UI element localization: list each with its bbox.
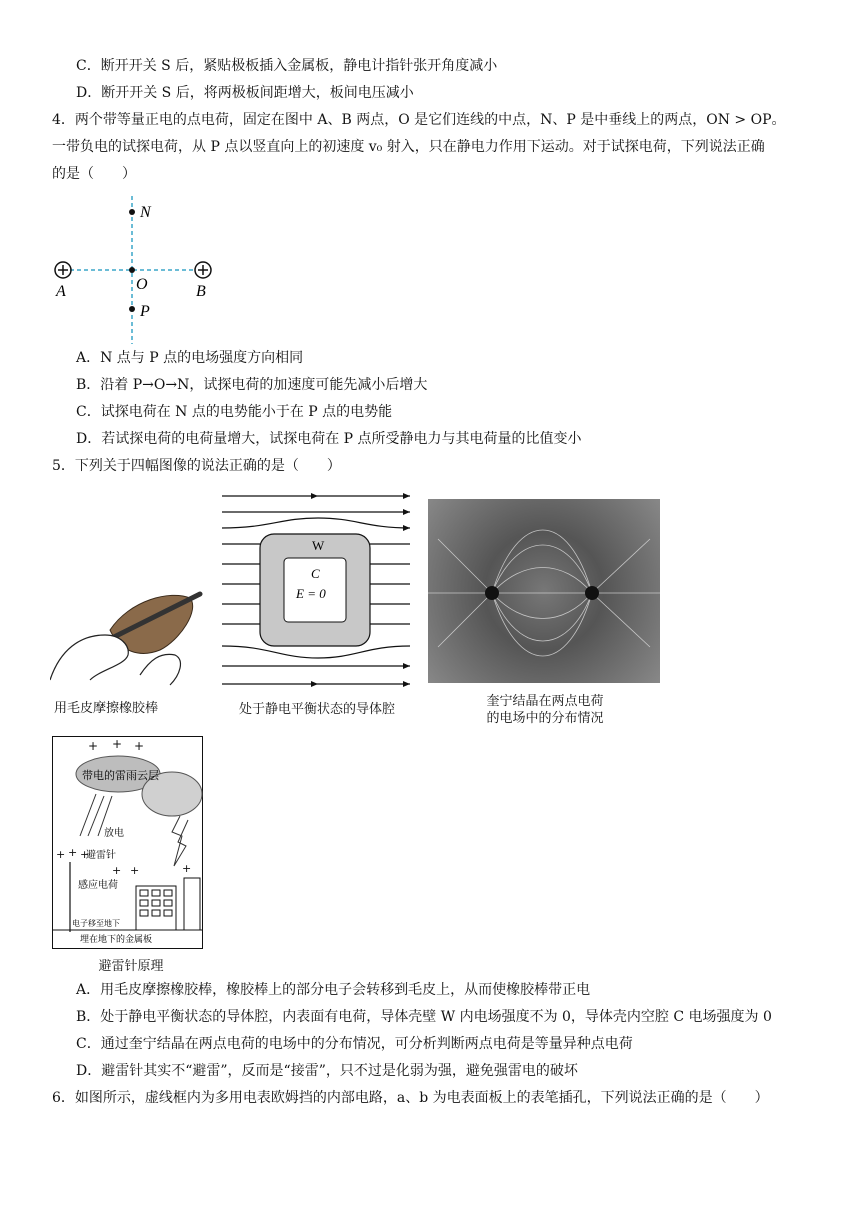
fig2-caption: 处于静电平衡状态的导体腔 — [238, 702, 395, 717]
point-n — [129, 209, 135, 215]
fig2-label-e: E = 0 — [296, 586, 326, 601]
label-a: A — [56, 283, 66, 300]
svg-text:+: + — [130, 864, 140, 877]
q4-charge-diagram — [50, 196, 230, 346]
lightning-rod-figure — [52, 736, 204, 950]
q4-option-c: C．试探电荷在 N 点的电势能小于在 P 点的电势能 — [76, 404, 393, 420]
q5-option-c: C．通过奎宁结晶在两点电荷的电场中的分布情况，可分析判断两点电荷是等量异种点电荷 — [76, 1036, 633, 1052]
svg-text:+: + — [182, 862, 192, 875]
q5-option-a: A．用毛皮摩擦橡胶棒，橡胶棒上的部分电子会转移到毛皮上，从而使橡胶棒带正电 — [76, 982, 591, 998]
q4-stem-line3: 的是（ ） — [52, 166, 136, 182]
conductor-cavity-figure — [220, 490, 416, 690]
point-p — [129, 306, 135, 312]
label-n: N — [140, 204, 151, 221]
svg-text:+: + — [112, 737, 123, 751]
fig3-caption-line2: 的电场中的分布情况 — [486, 711, 604, 726]
fig4-cloud-label: 带电的雷雨云层 — [82, 769, 159, 782]
svg-text:+: + — [56, 848, 66, 861]
q4-option-b: B．沿着 P→O→N，试探电荷的加速度可能先减小后增大 — [76, 377, 428, 393]
label-p: P — [140, 303, 150, 320]
svg-text:+: + — [68, 846, 78, 859]
svg-text:+: + — [88, 739, 99, 753]
fur-rubbing-rod-figure — [50, 580, 210, 690]
q4-option-d: D．若试探电荷的电荷量增大，试探电荷在 P 点所受静电力与其电荷量的比值变小 — [76, 431, 582, 447]
q6-stem: 6．如图所示，虚线框内为多用电表欧姆挡的内部电路，a、b 为电表面板上的表笔插孔，下列说法正确的是（ ） — [52, 1090, 769, 1106]
q4-stem-line2: 一带负电的试探电荷，从 P 点以竖直向上的初速度 v₀ 射入，只在静电力作用下运动。对于试探电荷，下列说法正确 — [52, 139, 765, 155]
q4-stem-line1: 4．两个带等量正电的点电荷，固定在图中 A、B 两点，O 是它们连线的中点，N、P 是中垂线上的两点，ON > OP。 — [52, 112, 786, 128]
q5-option-b: B．处于静电平衡状态的导体腔，内表面有电荷，导体壳壁 W 内电场强度不为 0，导体壳内空腔 C 电场强度为 0 — [76, 1009, 772, 1025]
point-o — [129, 267, 135, 273]
fig4-caption: 避雷针原理 — [98, 959, 164, 974]
fig2-label-w: W — [312, 538, 325, 553]
fig3-caption-line1: 奎宁结晶在两点电荷 — [486, 694, 604, 709]
quinine-crystal-photo — [428, 499, 660, 683]
fig4-rod-label: 避雷针 — [86, 850, 116, 861]
fig2-label-c: C — [311, 566, 320, 581]
q5-option-d: D．避雷针其实不“避雷”，反而是“接雷”，只不过是化弱为强，避免强雷电的破坏 — [76, 1063, 578, 1079]
fig1-caption: 用毛皮摩擦橡胶棒 — [54, 701, 159, 716]
q3-option-d: D．断开开关 S 后，将两极板间距增大，板间电压减小 — [76, 85, 414, 101]
svg-text:+: + — [112, 864, 122, 877]
q3-option-c: C．断开开关 S 后，紧贴极板插入金属板，静电计指针张开角度减小 — [76, 58, 498, 74]
fig4-electrons-label: 电子移至地下 — [72, 919, 120, 928]
svg-text:+: + — [134, 739, 145, 753]
svg-text:+: + — [80, 848, 90, 861]
q4-option-a: A．N 点与 P 点的电场强度方向相同 — [76, 350, 304, 366]
q5-stem: 5．下列关于四幅图像的说法正确的是（ ） — [52, 458, 341, 474]
fig4-plate-label: 埋在地下的金属板 — [80, 935, 153, 945]
label-b: B — [196, 283, 206, 300]
fig4-discharge-label: 放电 — [104, 828, 124, 839]
label-o: O — [136, 276, 148, 293]
fig4-induced-label: 感应电荷 — [78, 880, 118, 891]
